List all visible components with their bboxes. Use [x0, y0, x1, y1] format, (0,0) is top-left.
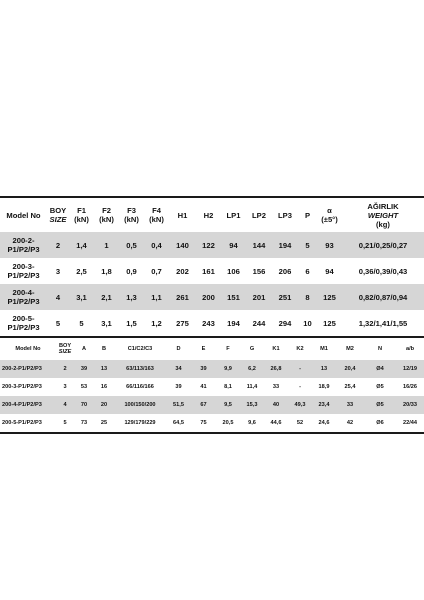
cell-model: 200-2-P1/P2/P3 [0, 360, 56, 378]
th2-model: Model No [15, 346, 41, 352]
cell-model-b: P1/P2/P3 [7, 323, 40, 332]
table-row [0, 232, 424, 258]
th-boy [47, 198, 69, 232]
cell-boy: 3 [55, 266, 61, 276]
dimension-table [0, 338, 424, 432]
cell-lp3: 194 [272, 232, 298, 258]
cell-boy: 3 [63, 384, 67, 390]
cell-d: 64,5 [173, 420, 184, 426]
table-row [0, 284, 424, 310]
cell-k2: - [299, 384, 301, 390]
cell-alpha: 93 [317, 232, 342, 258]
cell-model: 200-5-P1/P2/P3 [2, 420, 42, 426]
cell-c: 66/116/166 [126, 384, 154, 390]
cell-f: 9,5 [216, 396, 240, 414]
th2-g: G [249, 346, 255, 352]
cell-model [0, 284, 47, 310]
th-f3 [119, 198, 144, 232]
table-row [0, 310, 424, 336]
cell-weight: 1,32/1,41/1,55 [358, 318, 408, 328]
cell-b: 20 [94, 396, 114, 414]
cell-model: 200-3-P1/P2/P3 [2, 384, 42, 390]
th-h2: H2 [203, 210, 214, 220]
th-size-label: SIZE [49, 215, 67, 224]
cell-m1: 13 [312, 360, 336, 378]
cell-weight: 0,21/0,25/0,27 [342, 232, 424, 258]
cell-model-a: 200-2- [12, 235, 35, 245]
cell-n: Ø5 [376, 384, 384, 390]
cell-m1: 24,6 [318, 420, 330, 426]
cell-lp2: 156 [252, 266, 266, 276]
cell-f2: 1,8 [101, 266, 112, 276]
cell-k2: 49,3 [288, 396, 312, 414]
cell-alpha: 125 [323, 318, 336, 328]
th2-a: A [81, 346, 87, 352]
th-h1: H1 [177, 210, 188, 220]
cell-c: 129/179/229 [124, 420, 156, 426]
cell-m2: 20,4 [336, 360, 364, 378]
th-weight-label: WEIGHT [367, 210, 399, 220]
cell-f1: 2,5 [76, 266, 87, 276]
cell-k1: 33 [272, 384, 280, 390]
cell-p: 10 [303, 318, 312, 328]
cell-a: 53 [80, 384, 88, 390]
cell-c: 100/150/200 [114, 396, 166, 414]
cell-f4: 0,7 [151, 266, 162, 276]
cell-h2: 243 [202, 318, 215, 328]
cell-n: Ø6 [376, 420, 384, 426]
th-f4 [144, 198, 169, 232]
cell-n: Ø4 [364, 360, 396, 378]
th2-m2: M2 [346, 346, 354, 352]
cell-lp1: 151 [221, 284, 246, 310]
cell-c: 63/113/163 [114, 360, 166, 378]
cell-model-a: 200-4- [12, 287, 35, 297]
cell-p: 6 [305, 266, 310, 276]
table-row [0, 258, 424, 284]
cell-f1: 5 [79, 318, 84, 328]
th2-n: N [377, 346, 383, 352]
cell-h2: 200 [196, 284, 221, 310]
cell-d: 34 [166, 360, 191, 378]
cell-h1: 140 [169, 232, 196, 258]
table-row [0, 414, 424, 432]
cell-lp3: 294 [278, 318, 292, 328]
cell-model-a: 200-5- [12, 313, 35, 323]
th-f3-unit: (kN) [124, 215, 139, 224]
th-weight-unit: (kg) [376, 219, 390, 229]
cell-b: 25 [100, 420, 108, 426]
cell-a: 73 [80, 420, 88, 426]
cell-p: 8 [298, 284, 317, 310]
th2-b: B [101, 346, 107, 352]
cell-lp3: 251 [272, 284, 298, 310]
cell-h2: 161 [202, 266, 215, 276]
th-agirlik-label: AĞIRLIK [367, 201, 399, 211]
cell-k2: - [288, 360, 312, 378]
cell-model-b: P1/P2/P3 [7, 271, 40, 280]
cell-g: 6,2 [240, 360, 264, 378]
th2-boy-label: BOY [58, 343, 72, 349]
cell-g: 15,3 [240, 396, 264, 414]
cell-alpha: 125 [317, 284, 342, 310]
cell-f1: 3,1 [69, 284, 94, 310]
cell-alpha: 94 [325, 266, 334, 276]
cell-boy: 2 [47, 232, 69, 258]
cell-boy: 4 [56, 396, 74, 414]
cell-a: 39 [74, 360, 94, 378]
th-lp3: LP3 [278, 210, 292, 220]
cell-boy: 2 [56, 360, 74, 378]
th2-size-label: SIZE [58, 349, 72, 355]
cell-lp2: 144 [246, 232, 272, 258]
th-f4-label: F4 [152, 206, 161, 215]
cell-f2: 2,1 [94, 284, 119, 310]
cell-f: 8,1 [224, 384, 232, 390]
table-row [0, 378, 424, 396]
cell-boy: 5 [63, 420, 67, 426]
cell-h1: 275 [176, 318, 189, 328]
th-boy-label: BOY [49, 206, 67, 215]
th2-k1: K1 [272, 346, 280, 352]
cell-ab: 20/33 [396, 396, 424, 414]
cell-d: 51,5 [166, 396, 191, 414]
table1-header-row [0, 198, 424, 232]
cell-ab: 12/19 [396, 360, 424, 378]
cell-k1: 26,8 [264, 360, 288, 378]
load-weight-table [0, 198, 424, 336]
cell-m2: 25,4 [344, 384, 356, 390]
cell-h1: 261 [169, 284, 196, 310]
cell-f1: 1,4 [69, 232, 94, 258]
cell-f4: 1,2 [151, 318, 162, 328]
cell-lp2: 201 [246, 284, 272, 310]
table-row [0, 360, 424, 378]
th-alpha-label: α [327, 206, 332, 215]
th2-d: D [176, 346, 181, 352]
cell-lp3: 206 [278, 266, 292, 276]
th-alpha [317, 198, 342, 232]
th-p: P [304, 210, 311, 220]
cell-model-b: P1/P2/P3 [7, 245, 40, 254]
cell-m1: 23,4 [312, 396, 336, 414]
cell-g: 11,4 [246, 384, 258, 390]
cell-boy: 5 [55, 318, 61, 328]
cell-boy: 4 [47, 284, 69, 310]
th2-boy [56, 338, 74, 360]
cell-h2: 122 [196, 232, 221, 258]
cell-lp1: 106 [227, 266, 240, 276]
cell-ab: 16/26 [403, 384, 417, 390]
cell-f3: 0,9 [126, 266, 137, 276]
cell-model-b: P1/P2/P3 [7, 297, 40, 306]
th-weight [342, 198, 424, 232]
th-f2-label: F2 [102, 206, 111, 215]
cell-weight: 0,36/0,39/0,43 [358, 266, 408, 276]
cell-m2: 33 [336, 396, 364, 414]
cell-k1: 44,6 [270, 420, 282, 426]
cell-g: 9,6 [248, 420, 256, 426]
cell-ab: 22/44 [403, 420, 417, 426]
cell-f2: 1 [94, 232, 119, 258]
bottom-rule [0, 432, 424, 434]
th-lp1: LP1 [226, 210, 241, 220]
th2-ab: a/b [405, 346, 415, 352]
cell-d: 39 [175, 384, 182, 390]
table-row [0, 396, 424, 414]
cell-model-a: 200-3- [12, 261, 35, 271]
cell-model [0, 310, 47, 336]
cell-k1: 40 [264, 396, 288, 414]
th2-c: C1/C2/C3 [127, 346, 153, 352]
cell-e: 41 [200, 384, 207, 390]
th-f3-label: F3 [127, 206, 136, 215]
cell-lp1: 94 [221, 232, 246, 258]
cell-f4: 1,1 [144, 284, 169, 310]
th2-f: F [226, 346, 230, 352]
cell-f3: 1,3 [119, 284, 144, 310]
cell-b: 13 [94, 360, 114, 378]
cell-m2: 42 [346, 420, 354, 426]
th-f2 [94, 198, 119, 232]
th2-m1: M1 [320, 346, 328, 352]
cell-h1: 202 [176, 266, 189, 276]
th-alpha-tolerance: (±5°) [321, 215, 338, 224]
cell-lp1: 194 [227, 318, 240, 328]
cell-p: 5 [298, 232, 317, 258]
cell-f2: 3,1 [101, 318, 112, 328]
cell-e: 75 [200, 420, 207, 426]
cell-f: 20,5 [222, 420, 234, 426]
cell-f3: 1,5 [126, 318, 137, 328]
cell-model [0, 232, 47, 258]
th-f2-unit: (kN) [99, 215, 114, 224]
cell-f3: 0,5 [119, 232, 144, 258]
cell-model: 200-4-P1/P2/P3 [0, 396, 56, 414]
table2-header-row [0, 338, 424, 360]
cell-n: Ø5 [364, 396, 396, 414]
cell-k2: 52 [296, 420, 304, 426]
cell-f: 9,9 [216, 360, 240, 378]
spec-sheet [0, 196, 424, 434]
cell-a: 70 [74, 396, 94, 414]
cell-e: 39 [191, 360, 216, 378]
cell-f4: 0,4 [144, 232, 169, 258]
cell-weight: 0,82/0,87/0,94 [342, 284, 424, 310]
cell-model [0, 258, 47, 284]
cell-lp2: 244 [252, 318, 266, 328]
th-model: Model No [6, 210, 41, 220]
th2-e: E [201, 346, 206, 352]
th-f4-unit: (kN) [149, 215, 164, 224]
cell-b: 16 [100, 384, 108, 390]
th-f1-unit: (kN) [74, 215, 89, 224]
cell-m1: 18,9 [318, 384, 330, 390]
th2-k2: K2 [296, 346, 304, 352]
th-f1-label: F1 [77, 206, 86, 215]
th-lp2: LP2 [252, 210, 266, 220]
th-f1 [69, 198, 94, 232]
cell-e: 67 [191, 396, 216, 414]
